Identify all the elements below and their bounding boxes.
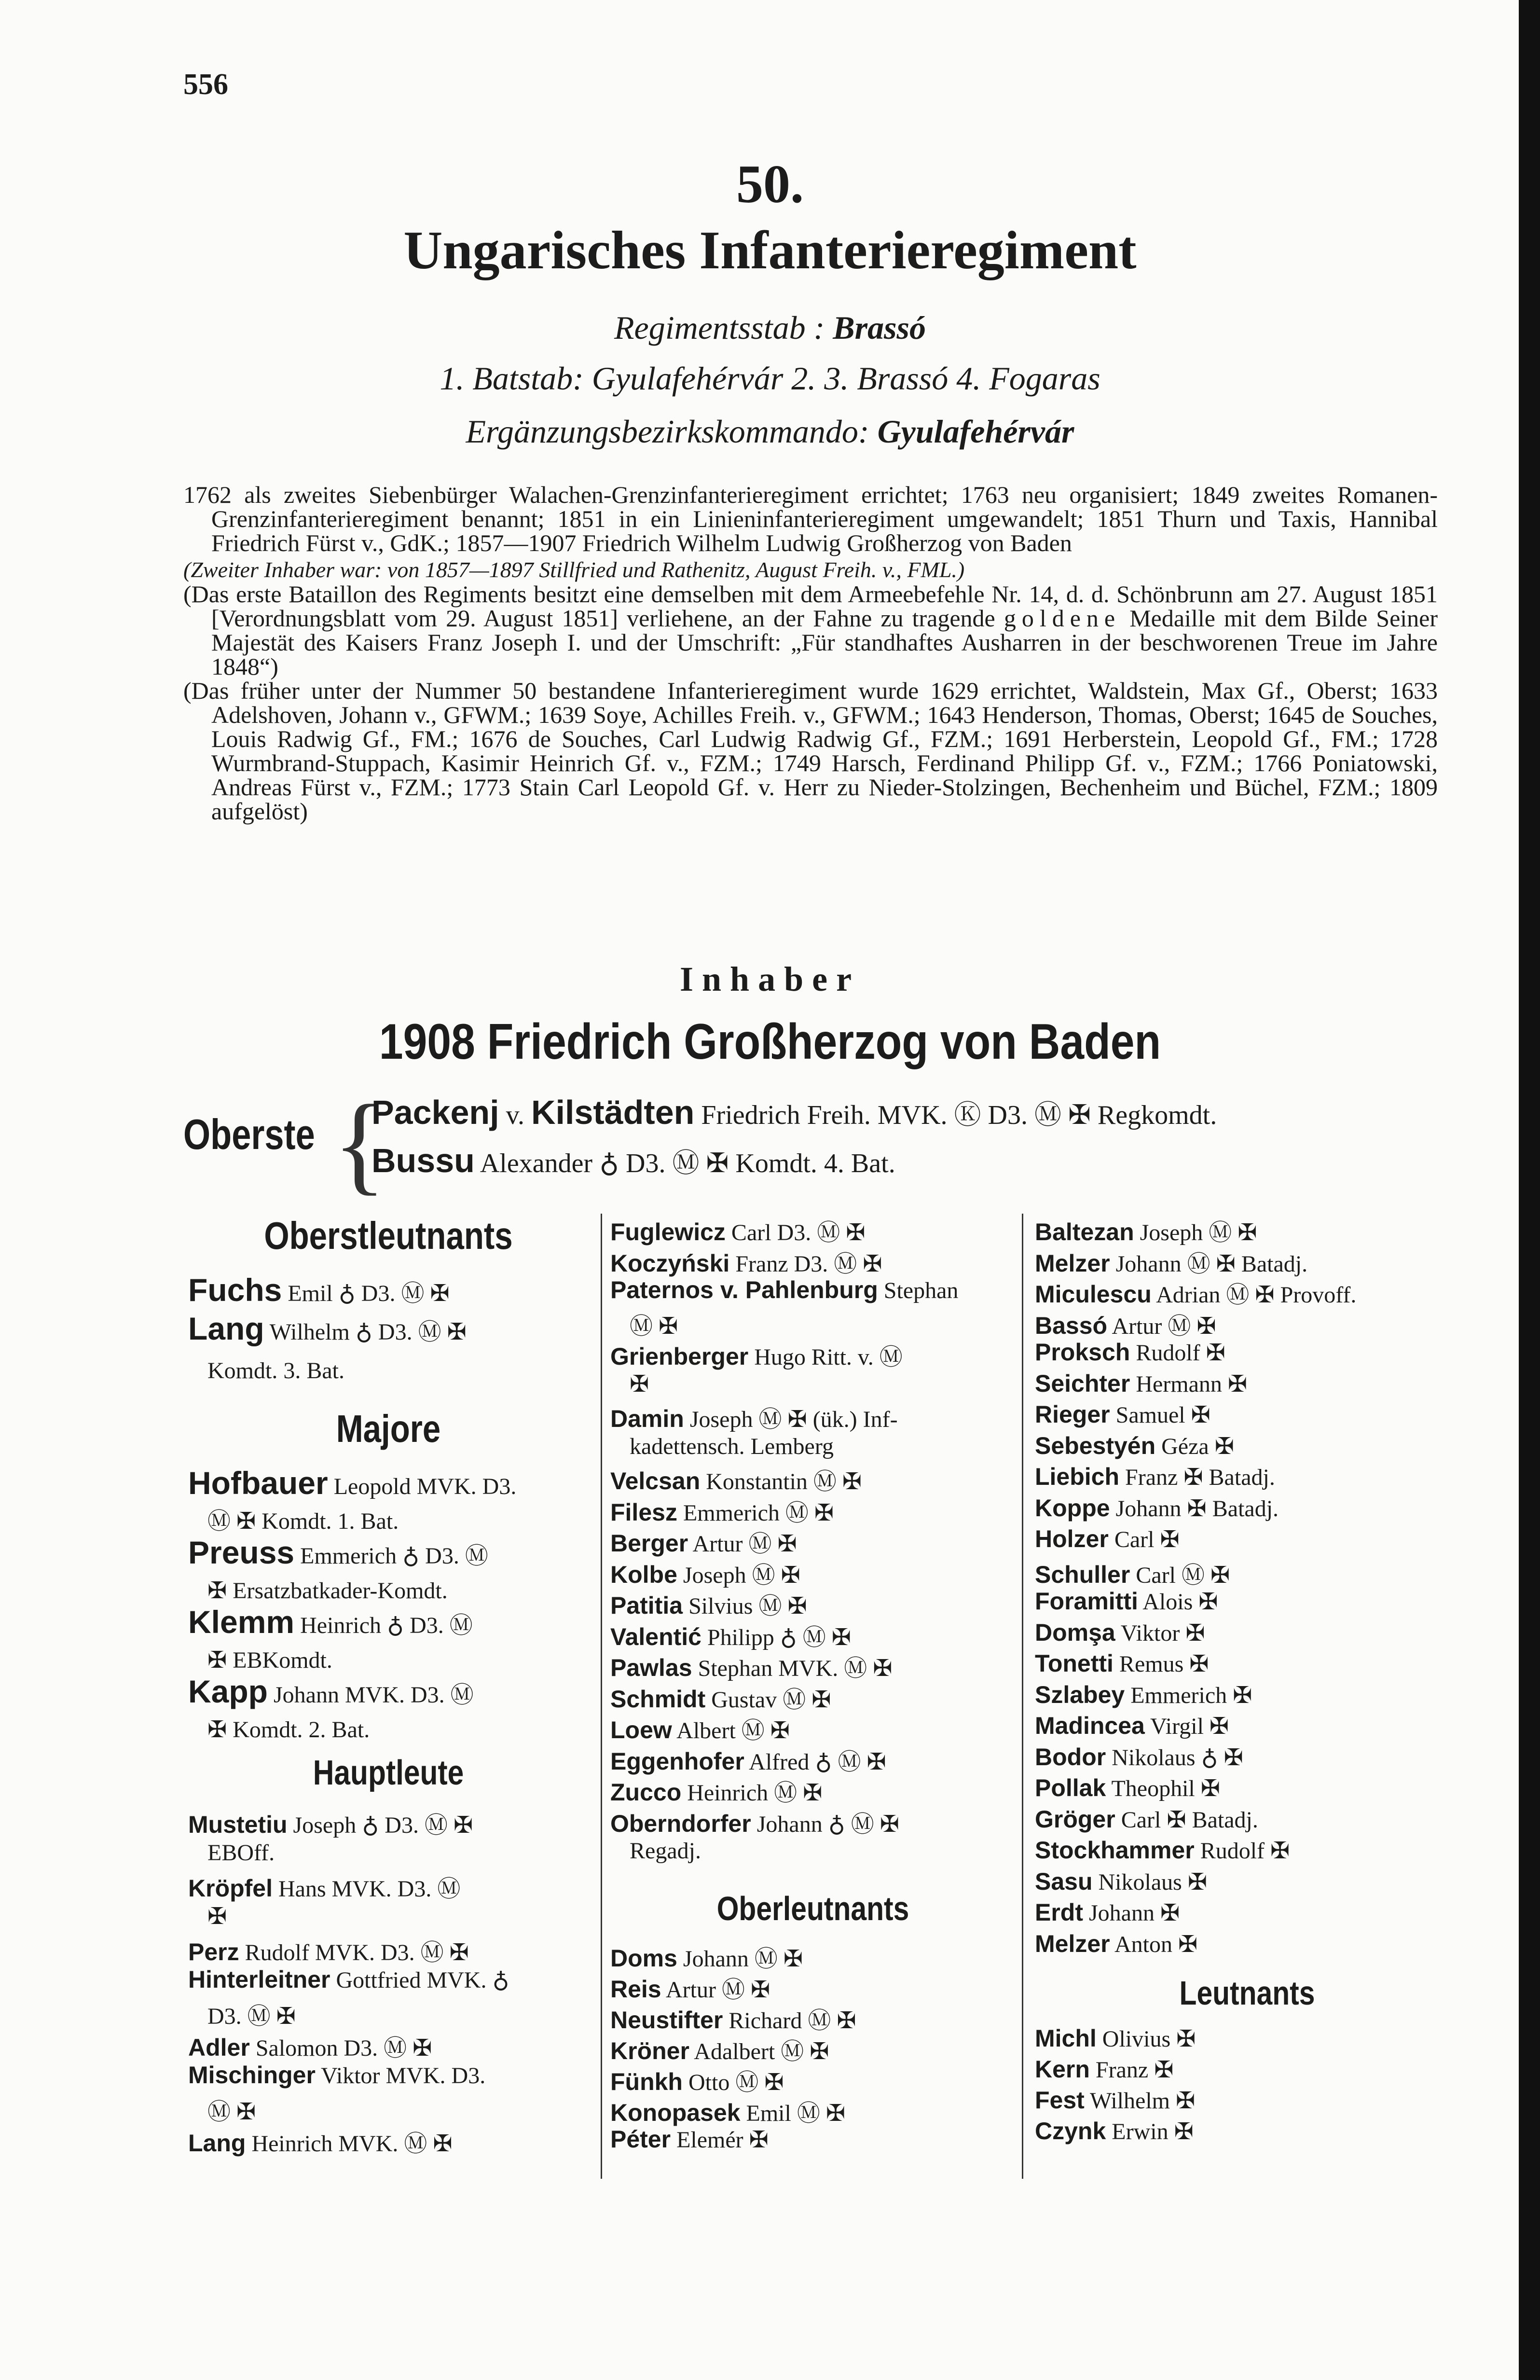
officer-details: Regadj. <box>630 1838 701 1864</box>
officer-details: Samuel ✠ <box>1115 1402 1210 1428</box>
officer-entry <box>1035 1587 1218 1615</box>
officer-name: Baltezan <box>1035 1218 1134 1245</box>
officer-name: Seichter <box>1035 1370 1130 1397</box>
officer-entry <box>1035 2086 1195 2114</box>
officer-details: ✠ <box>207 1904 227 1929</box>
officer-entry <box>207 1499 399 1536</box>
oberste-brace: { <box>333 1082 386 1205</box>
officer-details: Leopold MVK. D3. <box>333 1474 517 1499</box>
officer-entry <box>630 1836 701 1864</box>
officer-name: Miculescu <box>1035 1281 1152 1308</box>
officer-entry <box>1035 1774 1220 1802</box>
officer-name: Péter <box>610 2126 671 2153</box>
officer-details: Ⓜ ✠ <box>630 1313 678 1339</box>
officer-name: Koppe <box>1035 1494 1110 1522</box>
officer-details: Philipp ♁ Ⓜ ✠ <box>707 1624 852 1650</box>
officer-entry <box>188 1934 469 1967</box>
officer-entry <box>610 2125 769 2153</box>
officer-entry <box>188 1806 473 1840</box>
officer-details: Johann ♁ Ⓜ ✠ <box>756 1811 899 1837</box>
column-divider-1 <box>601 1214 602 2179</box>
officer-name: Czynk <box>1035 2117 1106 2145</box>
officer-details: Hans MVK. D3. Ⓜ <box>278 1876 461 1902</box>
officer-details: Franz ✠ <box>1095 2057 1174 2083</box>
officer-details: ✠ EBKomdt. <box>207 1647 332 1673</box>
officer-details: Heinrich ♁ D3. Ⓜ <box>300 1613 473 1638</box>
officer-entry <box>610 1214 865 1247</box>
history-medal-a: (Das erste Bataillon des Regiments besitzt eine demselben mit dem Armeebefehle Nr. 14, d. d. Schönbrunn am 27. August 1851 [Verordnungsblatt vom 29. August 1851] verliehene, an der Fahne zu tragende <box>183 581 1438 632</box>
officer-name: Eggenhofer <box>610 1747 744 1775</box>
officer-name: Erdt <box>1035 1899 1083 1926</box>
officer-entry <box>610 1805 899 1839</box>
officer-entry <box>1035 1432 1234 1460</box>
officer-details: Wilhelm ♁ D3. Ⓜ ✠ <box>269 1319 467 1345</box>
officer-details: ✠ <box>630 1371 649 1397</box>
officer-entry <box>610 1525 797 1558</box>
officer-entry <box>630 1370 649 1398</box>
officer-name: Berger <box>610 1530 688 1557</box>
officer-details: Johann MVK. D3. Ⓜ <box>274 1682 474 1708</box>
officer-name: Kröner <box>610 2037 689 2064</box>
officer-name: Melzer <box>1035 1249 1110 1277</box>
officer-details: Carl ✠ <box>1114 1527 1180 1552</box>
officer-details: Salomon D3. Ⓜ ✠ <box>255 2035 432 2061</box>
officer-entry <box>610 1400 898 1434</box>
officer-name: Paternos v. Pahlenburg <box>610 1276 878 1303</box>
officer-name: Kern <box>1035 2056 1090 2083</box>
oberst-entry-1 <box>371 1093 1217 1132</box>
officer-entry <box>207 1997 296 2031</box>
officer-entry <box>1035 1400 1210 1428</box>
officer-name: Domşa <box>1035 1619 1115 1646</box>
officer-name: Tonetti <box>1035 1650 1114 1677</box>
officer-details: Viktor MVK. D3. <box>321 2063 486 2089</box>
officer-details: Artur Ⓜ ✠ <box>1112 1313 1216 1339</box>
officer-entry <box>1035 1245 1307 1278</box>
officer-details: Artur Ⓜ ✠ <box>692 1531 797 1557</box>
officer-entry <box>207 2093 256 2126</box>
regimentsstab-city: Brassó <box>833 309 926 346</box>
oberst-2-details: Alexander ♁ D3. Ⓜ ✠ Komdt. 4. Bat. <box>480 1148 895 1178</box>
officer-name: Patitia <box>610 1592 683 1619</box>
officer-details: Remus ✠ <box>1119 1651 1209 1677</box>
officer-name: Mischinger <box>188 2062 316 2089</box>
officer-entry <box>610 1681 831 1714</box>
officer-entry <box>188 1310 467 1347</box>
officer-name: Proksch <box>1035 1339 1130 1366</box>
officer-name: Filesz <box>610 1498 677 1526</box>
officer-name: Grienberger <box>610 1343 749 1370</box>
officer-entry <box>1035 1868 1207 1896</box>
officer-name: Foramitti <box>1035 1588 1138 1615</box>
officer-entry <box>188 2125 453 2158</box>
officer-details: ✠ Komdt. 2. Bat. <box>207 1717 370 1743</box>
officer-details: Rudolf ✠ <box>1136 1340 1225 1366</box>
officer-name: Kapp <box>188 1674 268 1709</box>
officer-entry <box>610 1494 834 1527</box>
officer-entry <box>207 1708 370 1744</box>
officer-name: Loew <box>610 1716 672 1743</box>
officer-entry <box>188 2029 432 2062</box>
officer-name: Lang <box>188 1311 264 1346</box>
officer-details: Carl D3. Ⓜ ✠ <box>731 1220 866 1245</box>
officer-details: Géza ✠ <box>1161 1433 1234 1459</box>
officer-entry <box>610 1245 882 1278</box>
officer-details: Emmerich ♁ D3. Ⓜ <box>300 1543 488 1569</box>
officer-details: Richard Ⓜ ✠ <box>729 2008 856 2034</box>
heading-hauptleute: Hauptleute <box>313 1754 464 1792</box>
regimentsstab-label: Regimentsstab : <box>614 309 825 346</box>
officer-entry <box>1035 2024 1196 2052</box>
officer-details: Carl ✠ Batadj. <box>1121 1807 1258 1833</box>
officer-name: Szlabey <box>1035 1681 1125 1708</box>
officer-details: Joseph Ⓜ ✠ (ük.) Inf- <box>689 1407 898 1432</box>
officer-entry <box>1035 1556 1230 1590</box>
officer-details: Virgil ✠ <box>1150 1714 1229 1739</box>
oberst-1-name2: Kilstädten <box>531 1093 695 1131</box>
officer-details: D3. Ⓜ ✠ <box>207 2004 296 2029</box>
officer-name: Lang <box>188 2130 246 2157</box>
officer-name: Kolbe <box>610 1561 677 1588</box>
officer-name: Bassó <box>1035 1312 1108 1339</box>
officer-entry <box>1035 1307 1216 1341</box>
officer-details: Otto Ⓜ ✠ <box>688 2070 784 2095</box>
officer-details: Rudolf MVK. D3. Ⓜ ✠ <box>245 1940 469 1965</box>
regiment-number: 50. <box>736 154 804 214</box>
heading-oberleutnants: Oberleutnants <box>716 1890 909 1927</box>
officer-entry <box>1035 1370 1247 1398</box>
officer-name: Hinterleitner <box>188 1966 330 1993</box>
officer-details: Franz D3. Ⓜ ✠ <box>735 1251 882 1277</box>
officer-entry <box>1035 1649 1209 1677</box>
officer-details: Johann ✠ Batadj. <box>1115 1495 1279 1522</box>
officer-details: Johann ✠ <box>1089 1900 1180 1926</box>
officer-entry <box>1035 1276 1356 1309</box>
officer-details: EBOff. <box>207 1840 275 1866</box>
officer-details: Alfred ♁ Ⓜ ✠ <box>749 1749 886 1775</box>
officer-details: Joseph Ⓜ ✠ <box>683 1562 800 1588</box>
officer-name: Hofbauer <box>188 1465 328 1501</box>
officer-entry <box>1035 2117 1194 2145</box>
officer-details: Stephan <box>883 1278 959 1303</box>
officer-details: Heinrich Ⓜ ✠ <box>687 1780 823 1806</box>
officer-details: kadettensch. Lemberg <box>630 1433 834 1459</box>
officer-details: Anton ✠ <box>1114 1931 1198 1957</box>
officer-details: Ⓜ ✠ <box>207 2099 256 2125</box>
officer-name: Valentić <box>610 1623 701 1650</box>
officer-name: Koczyński <box>610 1249 730 1277</box>
officer-details: Adalbert Ⓜ ✠ <box>694 2039 829 2064</box>
officer-entry <box>610 1556 800 1590</box>
officer-entry <box>610 1276 958 1304</box>
officer-entry <box>610 1649 892 1683</box>
officer-name: Perz <box>188 1938 239 1965</box>
officer-entry <box>207 1349 344 1385</box>
officer-entry <box>188 1965 509 1993</box>
officer-name: Pollak <box>1035 1774 1106 1801</box>
officer-name: Zucco <box>610 1779 682 1806</box>
officer-entry <box>207 1838 275 1866</box>
officer-entry <box>188 1604 473 1640</box>
ergaenzung-city: Gyulafehérvár <box>877 413 1074 450</box>
officer-entry <box>610 1619 851 1652</box>
officer-details: Gustav Ⓜ ✠ <box>711 1687 831 1713</box>
officer-entry <box>207 1638 332 1675</box>
officer-entry <box>610 1743 886 1776</box>
heading-leutnants: Leutnants <box>1179 1974 1315 2012</box>
officer-name: Konopasek <box>610 2099 741 2126</box>
officer-details: Theophil ✠ <box>1111 1776 1220 1801</box>
officer-details: Ⓜ ✠ Komdt. 1. Bat. <box>207 1508 399 1534</box>
batstab-line: 1. Batstab: Gyulafehérvár 2. 3. Brassó 4. Fogaras <box>440 360 1100 397</box>
officer-name: Reis <box>610 1976 661 2003</box>
officer-name: Doms <box>610 1945 677 1972</box>
officer-entry <box>188 1534 488 1571</box>
officer-name: Klemm <box>188 1604 295 1640</box>
history-medal-b: Medaille mit dem Bilde Seiner Majestät des Kaisers Franz Joseph I. und der Umschrift: „Für standhaftes Ausharren in der beschworenen Treue im Jahre 1848“) <box>211 605 1438 680</box>
column-divider-2 <box>1022 1214 1023 2179</box>
officer-name: Velcsan <box>610 1467 701 1494</box>
officer-name: Neustifter <box>610 2006 723 2034</box>
officer-details: Erwin ✠ <box>1112 2119 1194 2145</box>
history-medal-golden: goldene <box>1004 605 1121 632</box>
officer-name: Adler <box>188 2034 250 2061</box>
regiment-history <box>183 483 1438 823</box>
officer-name: Liebich <box>1035 1463 1120 1490</box>
officer-name: Mustetiu <box>188 1811 288 1838</box>
oberst-2-name: Bussu <box>371 1142 475 1179</box>
officer-details: Franz ✠ Batadj. <box>1125 1465 1275 1490</box>
officer-name: Fünkh <box>610 2068 683 2095</box>
officer-entry <box>1035 1214 1257 1247</box>
officer-details: Johann Ⓜ ✠ Batadj. <box>1115 1251 1308 1277</box>
officer-entry <box>1035 1805 1258 1833</box>
officer-details: Konstantin Ⓜ ✠ <box>706 1469 862 1494</box>
officer-entry <box>207 1569 448 1605</box>
officer-entry <box>630 1432 834 1460</box>
officer-entry <box>610 2033 829 2066</box>
officer-entry <box>188 1465 516 1501</box>
officer-name: Bodor <box>1035 1743 1106 1771</box>
officer-entry <box>610 2094 845 2128</box>
page-number: 556 <box>183 68 228 101</box>
heading-majore: Majore <box>336 1407 441 1450</box>
officer-details: Albert Ⓜ ✠ <box>676 1718 790 1743</box>
history-founding: 1762 als zweites Siebenbürger Walachen-Grenzinfanterieregiment errichtet; 1763 neu organisiert; 1849 zweites Romanen-Grenzinfanterieregiment benannt; 1851 in ein Linieninfanterieregiment umgewandelt; 1851 Thurn und Taxis, Hannibal Friedrich Fürst v., GdK.; 1857—1907 Friedrich Wilhelm Ludwig Großherzog von Baden <box>183 481 1438 556</box>
officer-details: Joseph ♁ D3. Ⓜ ✠ <box>293 1813 473 1838</box>
officer-entry <box>1035 1619 1205 1647</box>
officer-entry <box>1035 1836 1290 1864</box>
officer-entry <box>1035 1338 1225 1366</box>
officer-entry <box>1035 2055 1173 2083</box>
ergaenzung-line <box>0 413 1540 451</box>
officer-entry <box>630 1307 678 1341</box>
officer-details: Hugo Ritt. v. Ⓜ <box>754 1344 903 1370</box>
officer-name: Schmidt <box>610 1685 706 1713</box>
officer-details: Gottfried MVK. ♁ <box>336 1967 509 1993</box>
officer-details: Komdt. 3. Bat. <box>207 1358 344 1384</box>
oberst-entry-2 <box>371 1141 895 1180</box>
officer-entry <box>1035 1930 1197 1958</box>
officer-entry <box>610 1774 822 1807</box>
scan-edge <box>1519 0 1540 2380</box>
officer-details: Alois ✠ <box>1142 1589 1218 1615</box>
officer-name: Rieger <box>1035 1401 1110 1428</box>
officer-entry <box>1035 1898 1180 1926</box>
officer-details: Adrian Ⓜ ✠ Provoff. <box>1156 1282 1357 1308</box>
page-title: Ungarisches Infanterieregiment <box>403 221 1137 280</box>
officer-entry <box>1035 1463 1275 1491</box>
officer-details: Carl Ⓜ ✠ <box>1136 1562 1230 1588</box>
officer-details: Nikolaus ✠ <box>1098 1869 1208 1895</box>
officer-details: Emmerich ✠ <box>1130 1682 1252 1708</box>
history-medal <box>183 582 1438 678</box>
oberst-1-name: Packenj <box>371 1093 499 1131</box>
officer-details: Emmerich Ⓜ ✠ <box>683 1500 834 1526</box>
officer-details: Emil Ⓜ ✠ <box>746 2101 846 2126</box>
officer-details: Emil ♁ D3. Ⓜ ✠ <box>288 1281 450 1306</box>
officer-details: Hermann ✠ <box>1136 1371 1248 1397</box>
officer-details: Joseph Ⓜ ✠ <box>1140 1220 1257 1245</box>
officer-details: Silvius Ⓜ ✠ <box>688 1593 807 1619</box>
officer-name: Michl <box>1035 2025 1097 2052</box>
officer-details: Heinrich MVK. Ⓜ ✠ <box>251 2131 453 2157</box>
inhaber-heading: Inhaber <box>679 960 861 998</box>
officer-entry <box>1035 1494 1279 1522</box>
history-second-inhaber: (Zweiter Inhaber war: von 1857—1897 Stillfried und Rathenitz, August Freih. v., FML.) <box>183 557 965 582</box>
officer-name: Fest <box>1035 2087 1085 2114</box>
officer-details: Johann Ⓜ ✠ <box>683 1946 803 1972</box>
officer-entry <box>610 1587 807 1620</box>
officer-name: Sebestyén <box>1035 1432 1156 1459</box>
officer-name: Fuchs <box>188 1272 282 1308</box>
officer-name: Pawlas <box>610 1654 692 1681</box>
officer-details: Stephan MVK. Ⓜ ✠ <box>698 1656 893 1681</box>
officer-entry <box>610 2063 784 2097</box>
officer-details: Wilhelm ✠ <box>1089 2088 1196 2114</box>
officer-entry <box>610 1463 862 1496</box>
officer-entry <box>1035 1712 1229 1740</box>
officer-entry <box>610 2002 856 2035</box>
officer-details: Viktor ✠ <box>1120 1620 1205 1646</box>
officer-name: Melzer <box>1035 1930 1110 1957</box>
officer-entry <box>1035 1743 1243 1771</box>
officer-name: Stockhammer <box>1035 1837 1195 1864</box>
officer-details: Rudolf ✠ <box>1200 1838 1290 1864</box>
heading-oberstleutnants: Oberstleutnants <box>264 1214 513 1257</box>
officer-entry <box>610 1971 770 2004</box>
ergaenzung-label: Ergänzungsbezirkskommando: <box>466 413 869 450</box>
officer-details: Artur Ⓜ ✠ <box>665 1977 770 2003</box>
regimentsstab-line <box>0 309 1540 347</box>
oberst-1-details: Friedrich Freih. MVK. Ⓚ D3. Ⓜ ✠ Regkomdt. <box>701 1100 1217 1130</box>
officer-entry <box>1035 1681 1252 1709</box>
officer-name: Fuglewicz <box>610 1218 726 1245</box>
officer-entry <box>188 2061 485 2089</box>
officer-details: ✠ Ersatzbatkader-Komdt. <box>207 1578 448 1604</box>
officer-name: Damin <box>610 1405 684 1432</box>
officer-entry <box>188 1673 474 1710</box>
officer-entry <box>207 1902 227 1930</box>
oberste-label: Oberste <box>183 1110 315 1158</box>
officer-entry <box>188 1870 460 1903</box>
oberst-1-particle: v. <box>506 1100 524 1130</box>
officer-name: Kröpfel <box>188 1875 273 1902</box>
officer-name: Oberndorfer <box>610 1810 751 1837</box>
officer-details: Elemér ✠ <box>676 2127 769 2153</box>
inhaber-name: 1908 Friedrich Großherzog von Baden <box>379 1014 1161 1070</box>
officer-entry <box>1035 1525 1180 1553</box>
history-former-regiment: (Das früher unter der Nummer 50 bestandene Infanterieregiment wurde 1629 errichtet, Waldstein, Max Gf., Oberst; 1633 Adelshoven, Johann v., GFWM.; 1639 Soye, Achilles Freih. v., GFWM.; 1643 Henderson, Thomas, Oberst; 1645 de Souches, Louis Radwig Gf., FM.; 1676 de Souches, Carl Ludwig Radwig Gf., FZM.; 1691 Herberstein, Leopold Gf., FM.; 1728 Wurmbrand-Stuppach, Kasimir Heinrich Gf. v., FZM.; 1749 Harsch, Ferdinand Philipp Gf. v., FZM.; 1766 Poniatowski, Andreas Fürst v., FZM.; 1773 Stain Carl Leopold Gf. v. Herr zu Nieder-Stolzingen, Bechenheim und Büchel, FZM.; 1809 aufgelöst) <box>183 677 1438 825</box>
officer-entry <box>610 1338 903 1371</box>
officer-name: Schuller <box>1035 1561 1130 1588</box>
officer-name: Madincea <box>1035 1712 1145 1739</box>
officer-entry <box>610 1712 790 1745</box>
officer-details: Nikolaus ♁ ✠ <box>1112 1744 1243 1771</box>
officer-name: Gröger <box>1035 1805 1115 1833</box>
officer-name: Sasu <box>1035 1868 1093 1895</box>
officer-entry <box>610 1940 803 1973</box>
officer-details: Olivius ✠ <box>1102 2026 1196 2052</box>
officer-entry <box>188 1272 450 1308</box>
officer-name: Holzer <box>1035 1525 1109 1552</box>
officer-name: Preuss <box>188 1535 295 1570</box>
